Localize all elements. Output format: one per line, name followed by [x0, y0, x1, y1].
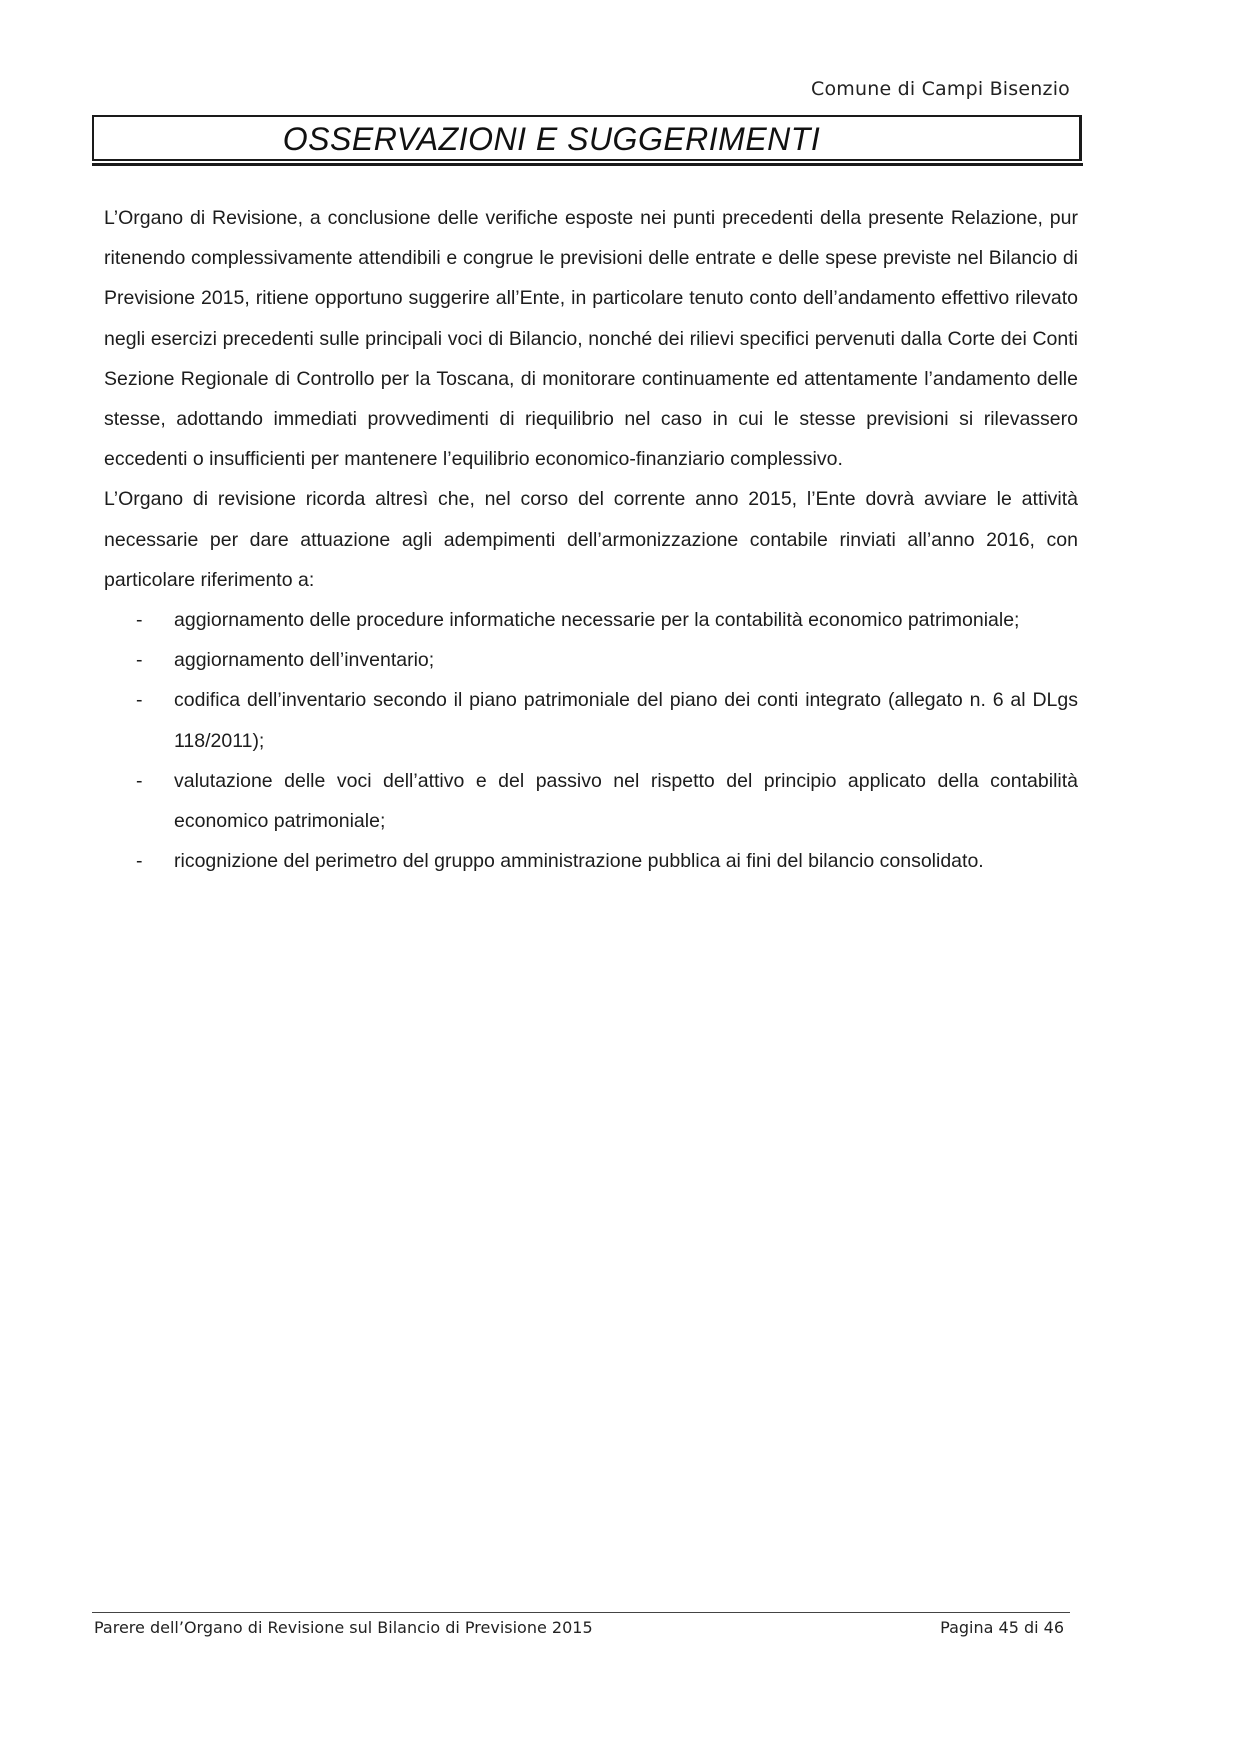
list-item-text: aggiornamento delle procedure informatiche necessarie per la contabilità economico patrimoniale;: [174, 609, 1020, 632]
list-item-text: codifica dell’inventario secondo il piano patrimoniale del piano dei conti integrato (allegato n. 6 al DLgs 118/2011);: [174, 689, 1078, 752]
list-item: [104, 761, 1078, 841]
paragraph-harmonization: L’Organo di revisione ricorda altresì che, nel corso del corrente anno 2015, l’Ente dovrà avviare le attività necessarie per dare attuazione agli adempimenti dell’armonizzazione contabile rinviati all’anno 2016, con particolare riferimento a:: [104, 488, 1078, 591]
list-dash-marker: -: [136, 769, 143, 792]
list-item: [104, 680, 1078, 760]
document-body: [104, 198, 1078, 881]
institution-header: Comune di Campi Bisenzio: [810, 78, 1070, 100]
section-title: OSSERVAZIONI E SUGGERIMENTI: [282, 121, 821, 157]
list-item: [104, 640, 1078, 680]
section-title-box: [92, 115, 1082, 161]
list-item-text: aggiornamento dell’inventario;: [174, 649, 435, 672]
footer-divider: [92, 1612, 1070, 1613]
requirements-list: [104, 600, 1078, 881]
list-dash-marker: -: [136, 689, 143, 712]
list-dash-marker: -: [136, 609, 143, 632]
footer-page-number: Pagina 45 di 46: [940, 1618, 1064, 1637]
list-item-text: valutazione delle voci dell’attivo e del passivo nel rispetto del principio applicato della contabilità economico patrimoniale;: [174, 769, 1078, 833]
footer-document-title: Parere dell’Organo di Revisione sul Bilancio di Previsione 2015: [94, 1618, 593, 1637]
list-item: [104, 600, 1078, 640]
list-dash-marker: -: [136, 649, 143, 672]
title-underline-divider: [92, 163, 1083, 166]
list-dash-marker: -: [136, 850, 143, 873]
paragraph-intro: L’Organo di Revisione, a conclusione delle verifiche esposte nei punti precedenti della presente Relazione, pur ritenendo complessivamente attendibili e congrue le previsioni delle entrate e delle spese previste nel Bilancio di Previsione 2015, ritiene opportuno suggerire all’Ente, in particolare tenuto conto dell’andamento effettivo rilevato negli esercizi precedenti sulle principali voci di Bilancio, nonché dei rilievi specifici pervenuti dalla Corte dei Conti Sezione Regionale di Controllo per la Toscana, di monitorare continuamente ed attentamente l’andamento delle stesse, adottando immediati provvedimenti di riequilibrio nel caso in cui le stesse previsioni si rilevassero eccedenti o insufficienti per mantenere l’equilibrio economico-finanziario complessivo.: [104, 207, 1078, 471]
list-item: [104, 841, 1078, 881]
list-item-text: ricognizione del perimetro del gruppo amministrazione pubblica ai fini del bilancio consolidato.: [174, 850, 984, 873]
